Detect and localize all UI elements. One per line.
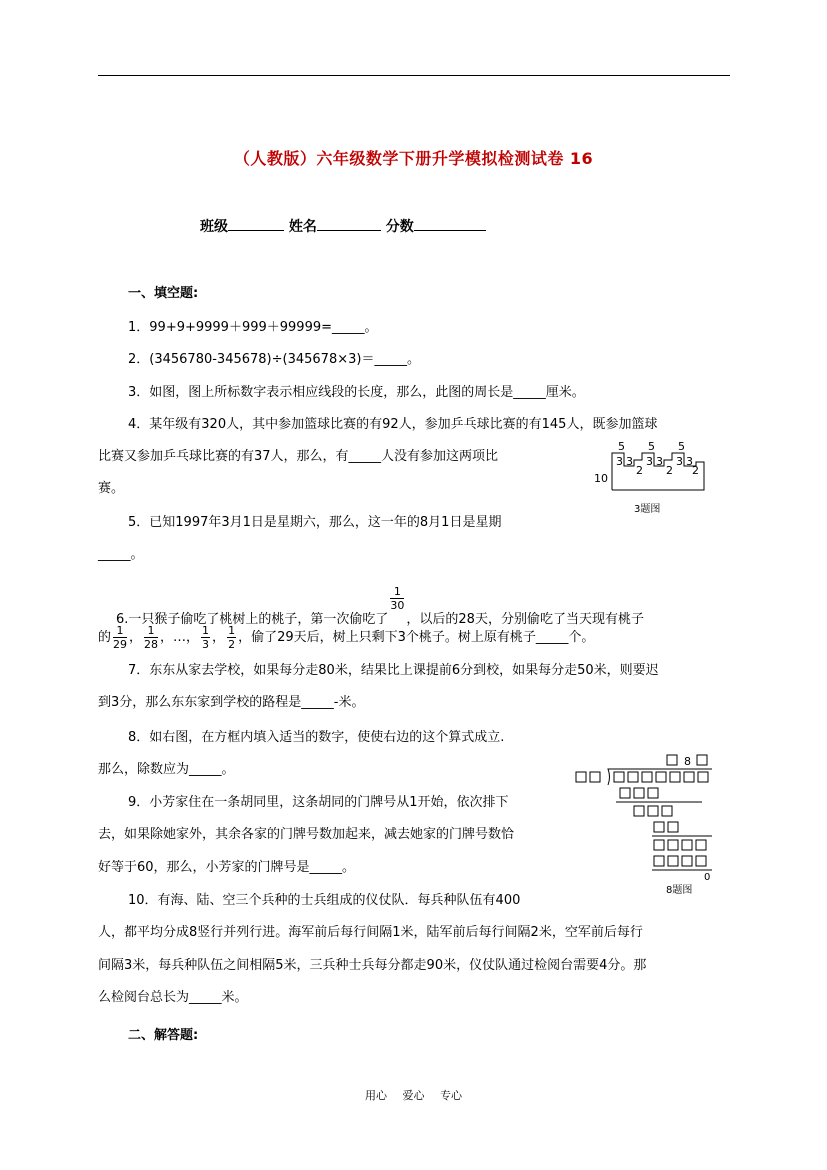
fig3-pair-3a: 3: [676, 455, 683, 468]
q6-text-a: 6.一只猴子偷吃了桃树上的桃子，第一次偷吃了: [116, 612, 389, 627]
question-4-line2: 比赛又参加乒乓球比赛的有37人，那么，有_____人没有参加这两项比: [98, 449, 499, 464]
q6-text-c: 的: [98, 630, 112, 645]
question-9-line1: 9．小芳家住在一条胡同里，这条胡同的门牌号从1开始，依次排下: [128, 795, 509, 810]
header-rule: [98, 75, 730, 76]
question-4-line1: 4．某年级有320人，其中参加篮球比赛的有92人，参加乒乓球比赛的有145人，既参加篮球: [128, 417, 658, 432]
question-10-line1: 10．有海、陆、空三个兵种的士兵组成的仪仗队．每兵种队伍有400: [128, 893, 521, 908]
score-blank[interactable]: [414, 216, 486, 231]
question-7-line2: 到3分，那么东东家到学校的路程是_____-米。: [98, 695, 365, 710]
fig8-quotient-digit: 8: [684, 755, 691, 768]
question-6-line2: 的 $\frac{1}{29}$ ， $\frac{1}{28}$ ，…， $\frac{1}{3}$ ， $\frac{1}{2}$ ，偷了29天后，树上只剩下3个桃子。树上原有桃子_____个。: [98, 624, 595, 651]
question-10-line3: 间隔3米，每兵种队伍之间相隔5米，三兵种士兵每分都走90米，仪仗队通过检阅台需要4分。那: [98, 958, 647, 973]
q6-text-b: ，以后的28天，分别偷吃了当天现有桃子: [406, 612, 644, 627]
fig3-top-label-1: 5: [618, 440, 625, 453]
figure-3: [592, 438, 717, 518]
student-info: [200, 216, 486, 236]
score-label: 分数: [385, 219, 414, 235]
question-8-line2: 那么，除数应为_____。: [98, 762, 235, 777]
question-1: 1．99+9+9999＋999＋99999=_____。: [128, 320, 378, 335]
fig3-bottom-3: 2: [692, 464, 699, 477]
question-5-line2: _____。: [98, 547, 144, 562]
question-8-line1: 8．如右图，在方框内填入适当的数字，使使右边的这个算式成立.: [128, 730, 505, 745]
fraction-1-30: $\frac{1}{30}$: [390, 585, 405, 612]
section-fill-blank: 一、填空题:: [128, 286, 199, 301]
figure-8: [572, 752, 717, 897]
question-7-line1: 7．东东从家去学校，如果每分走80米，结果比上课提前6分到校，如果每分走50米，则要迟: [128, 663, 659, 678]
question-3: 3．如图，图上所标数字表示相应线段的长度，那么，此图的周长是_____厘米。: [128, 385, 585, 400]
page-title: （人教版）六年级数学下册升学模拟检测试卷 16: [233, 149, 594, 168]
fig3-pair-1a: 3: [616, 455, 623, 468]
class-label: 班级: [200, 219, 228, 235]
fig3-pair-1b: 3: [626, 455, 633, 468]
question-2: 2．(3456780-345678)÷(345678×3)＝_____。: [128, 352, 420, 367]
class-blank[interactable]: [228, 216, 284, 231]
fraction-1-29: $\frac{1}{29}$: [113, 624, 128, 651]
footer-text-1: 用心: [365, 1089, 387, 1102]
footer-text-2: 爱心: [402, 1089, 425, 1102]
fig3-pair-2b: 3: [656, 455, 663, 468]
fig3-bottom-2: 2: [666, 464, 673, 477]
name-label: 姓名: [288, 219, 317, 235]
fraction-1-28: $\frac{1}{28}$: [144, 624, 159, 651]
question-5-line1: 5．已知1997年3月1日是星期六，那么，这一年的8月1日是星期: [128, 515, 502, 530]
fraction-1-2: $\frac{1}{2}$: [228, 624, 236, 651]
fig3-caption: 3题图: [634, 504, 661, 515]
fig3-pair-2a: 3: [646, 455, 653, 468]
fig3-left-label: 10: [594, 472, 608, 485]
fig8-remainder-zero: 0: [704, 872, 711, 883]
fig3-top-label-2: 5: [648, 440, 655, 453]
question-9-line2: 去，如果除她家外，其余各家的门牌号数加起来，减去她家的门牌号数恰: [98, 827, 515, 842]
fraction-1-3: $\frac{1}{3}$: [202, 624, 210, 651]
footer-text-3: 专心: [440, 1089, 462, 1102]
section-answer: 二、解答题:: [128, 1028, 199, 1043]
fig3-pair-3b: 3: [686, 455, 693, 468]
fig3-bottom-1: 2: [636, 464, 643, 477]
question-9-line3: 好等于60，那么，小芳家的门牌号是_____。: [98, 860, 356, 875]
fig3-top-label-3: 5: [678, 440, 685, 453]
question-10-line4: 么检阅台总长为_____米。: [98, 990, 248, 1005]
fig8-caption: 8题图: [666, 885, 693, 896]
question-4-line3: 赛。: [98, 481, 125, 496]
question-10-line2: 人，都平均分成8竖行并列行进。海军前后每行间隔1米，陆军前后每行间隔2米，空军前后每行: [98, 925, 643, 940]
name-blank[interactable]: [317, 216, 381, 231]
q6-text-d: ，偷了29天后，树上只剩下3个桃子。树上原有桃子_____个。: [238, 630, 595, 645]
page-footer: [0, 1087, 827, 1103]
question-6-line1: [116, 585, 644, 627]
